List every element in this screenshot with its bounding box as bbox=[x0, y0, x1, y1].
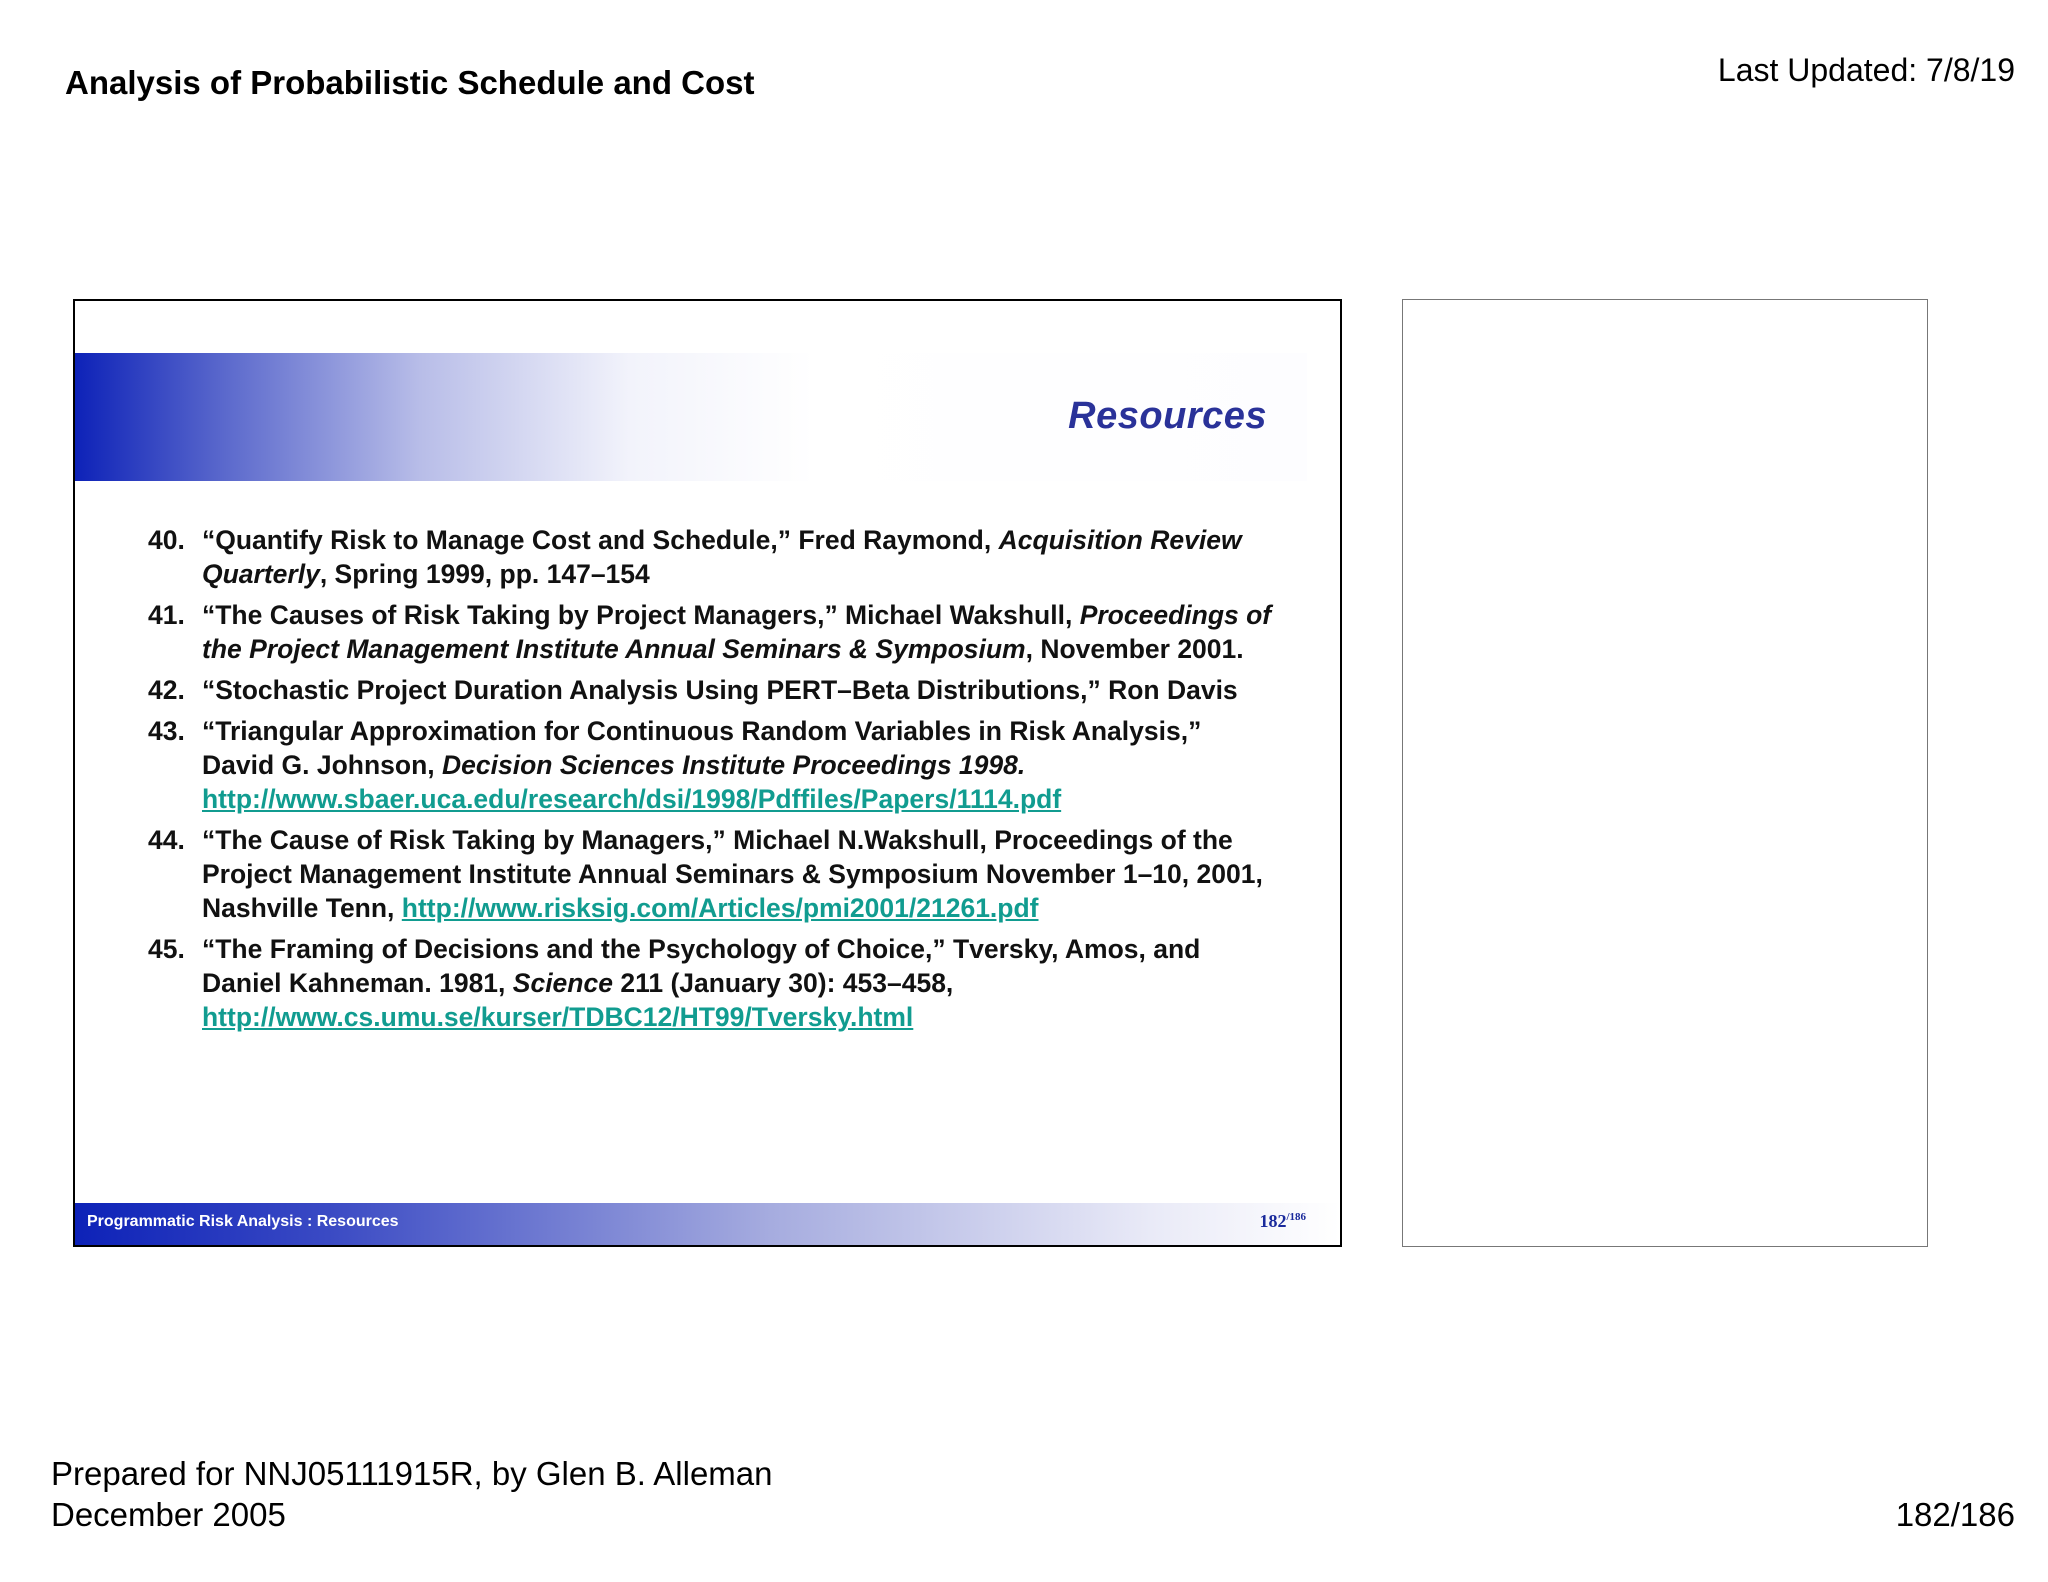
reference-text: “Quantify Risk to Manage Cost and Schedule,” Fred Raymond, bbox=[202, 525, 999, 555]
reference-text: “Triangular Approximation for Continuous Random Variables in Risk Analysis,” David G. Johnson, bbox=[202, 716, 1202, 780]
reference-number: 42. bbox=[148, 675, 185, 705]
reference-link[interactable]: http://www.cs.umu.se/kurser/TDBC12/HT99/Tversky.html bbox=[202, 1002, 914, 1032]
slide-thumbnail bbox=[73, 299, 1342, 1247]
reference-link[interactable]: http://www.risksig.com/Articles/pmi2001/21261.pdf bbox=[401, 893, 1039, 923]
reference-item bbox=[148, 598, 1278, 666]
reference-number: 41. bbox=[148, 600, 185, 630]
prepared-for-text: Prepared for NNJ05111915R, by Glen B. Alleman bbox=[51, 1455, 773, 1492]
reference-text: , November 2001. bbox=[1025, 634, 1244, 664]
reference-number: 44. bbox=[148, 825, 185, 855]
reference-text: “Stochastic Project Duration Analysis Using PERT–Beta Distributions,” Ron Davis bbox=[202, 675, 1238, 705]
reference-text: , Spring 1999, pp. 147–154 bbox=[319, 559, 650, 589]
reference-item bbox=[148, 523, 1278, 591]
reference-text: 211 (January 30): 453–458, bbox=[612, 968, 954, 998]
slide-page-number: $182^{/186}$ bbox=[1259, 1211, 1306, 1231]
reference-source: Acquisition Review Quarterly bbox=[202, 525, 1242, 589]
reference-source: Decision Sciences Institute Proceedings 1998. bbox=[442, 750, 1026, 780]
slide-footer-banner bbox=[75, 1203, 1340, 1245]
reference-number: 40. bbox=[148, 525, 185, 555]
reference-item bbox=[148, 932, 1278, 1034]
last-updated-date: Last Updated: 7/8/19 bbox=[1717, 52, 2015, 88]
notes-panel bbox=[1402, 299, 1928, 1247]
reference-source: Science bbox=[512, 968, 613, 998]
reference-item bbox=[148, 673, 1278, 707]
reference-number: 45. bbox=[148, 934, 185, 964]
reference-item bbox=[148, 823, 1278, 925]
prepared-date: December 2005 bbox=[51, 1496, 286, 1533]
reference-text: “The Framing of Decisions and the Psychology of Choice,” Tversky, Amos, and Daniel Kahneman. 1981, bbox=[202, 934, 1201, 998]
reference-number: 43. bbox=[148, 716, 185, 746]
slide-heading: Resources bbox=[1068, 395, 1267, 437]
reference-link[interactable]: http://www.sbaer.uca.edu/research/dsi/1998/Pdffiles/Papers/1114.pdf bbox=[202, 784, 1062, 814]
reference-source: Proceedings of the Project Management Institute Annual Seminars & Symposium bbox=[202, 600, 1272, 664]
reference-text: “The Causes of Risk Taking by Project Managers,” Michael Wakshull, bbox=[202, 600, 1080, 630]
slide-header-banner bbox=[75, 353, 1307, 481]
reference-list bbox=[148, 523, 1278, 1041]
reference-item bbox=[148, 714, 1278, 816]
reference-text: “The Cause of Risk Taking by Managers,” Michael N.Wakshull, Proceedings of the Project Management Institute Annual Seminars & Symposium November 1–10, 2001, Nashville Tenn, bbox=[202, 825, 1263, 923]
page-counter: 182/186 bbox=[1895, 1496, 2015, 1533]
prepared-for-footer bbox=[51, 1453, 773, 1535]
document-title: Analysis of Probabilistic Schedule and Cost bbox=[65, 64, 755, 101]
slide-footer-label: Programmatic Risk Analysis : Resources bbox=[87, 1213, 399, 1230]
